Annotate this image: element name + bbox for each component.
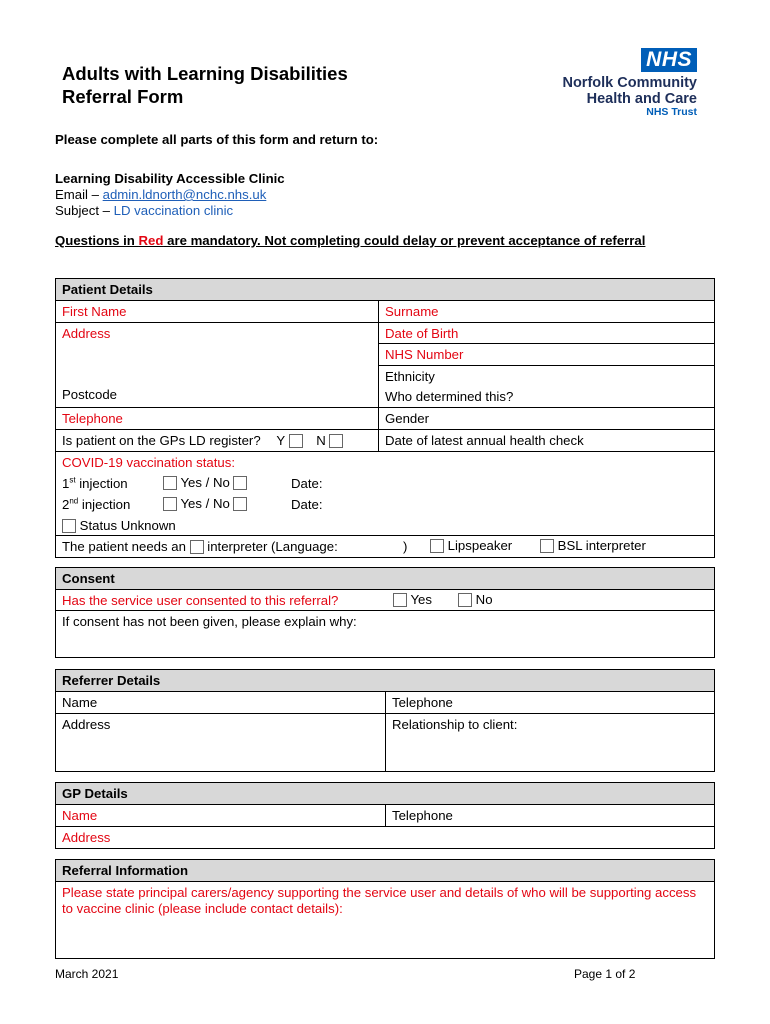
nhs-number-field[interactable]: NHS Number — [379, 344, 715, 366]
email-link[interactable]: admin.ldnorth@nchc.nhs.uk — [102, 187, 267, 202]
nhs-logo-mark: NHS — [641, 48, 697, 72]
ld-register-no-checkbox[interactable] — [329, 434, 343, 448]
status-unknown-checkbox[interactable] — [62, 519, 76, 533]
gp-name-field[interactable]: Name — [56, 805, 386, 827]
clinic-name: Learning Disability Accessible Clinic — [55, 171, 285, 186]
second-injection-row: 2nd injection — [62, 496, 131, 512]
mandatory-notice: Questions in Red are mandatory. Not completing could delay or prevent acceptance of referral — [55, 233, 646, 248]
second-injection-yes-checkbox[interactable] — [163, 497, 177, 511]
telephone-field[interactable]: Telephone — [56, 408, 379, 430]
first-injection-date[interactable]: Date: — [291, 476, 323, 491]
consent-explain-field[interactable]: If consent has not been given, please explain why: — [56, 611, 715, 658]
postcode-label: Postcode — [62, 387, 117, 402]
second-injection-no-checkbox[interactable] — [233, 497, 247, 511]
footer-date: March 2021 — [55, 967, 119, 981]
first-injection-yes-checkbox[interactable] — [163, 476, 177, 490]
instruction: Please complete all parts of this form and return to: — [55, 132, 379, 147]
consent-header: Consent — [56, 568, 715, 590]
nhs-logo — [548, 48, 698, 122]
gp-address-field[interactable]: Address — [56, 827, 715, 849]
referral-header: Referral Information — [56, 860, 715, 882]
gp-telephone-field[interactable]: Telephone — [386, 805, 715, 827]
referrer-name-field[interactable]: Name — [56, 692, 386, 714]
covid-status-section: COVID-19 vaccination status: 1st injection Yes / No Date: 2nd injection Yes / No Date: Status Unknown — [56, 452, 715, 536]
address-field[interactable]: Address Postcode — [56, 323, 379, 408]
email-line: Email – admin.ldnorth@nchc.nhs.uk — [55, 187, 267, 202]
interpreter-checkbox[interactable] — [190, 540, 204, 554]
referrer-relationship-field[interactable]: Relationship to client: — [386, 714, 715, 772]
patient-details-table — [55, 278, 715, 558]
ethnicity-field[interactable]: Ethnicity Who determined this? — [379, 366, 715, 408]
referrer-header: Referrer Details — [56, 670, 715, 692]
consent-yes-checkbox[interactable] — [393, 593, 407, 607]
referral-info-field[interactable]: Please state principal carers/agency supporting the service user and details of who will be supporting access to vaccine clinic (please include contact details): — [56, 882, 715, 959]
gp-table — [55, 782, 715, 849]
ld-register-yes-checkbox[interactable] — [289, 434, 303, 448]
second-injection-date[interactable]: Date: — [291, 497, 323, 512]
org-name: Norfolk Community Health and Care — [562, 75, 697, 107]
lipspeaker-checkbox[interactable] — [430, 539, 444, 553]
health-check-field[interactable]: Date of latest annual health check — [379, 430, 715, 452]
referrer-table — [55, 669, 715, 772]
consent-no-checkbox[interactable] — [458, 593, 472, 607]
page-title: Adults with Learning Disabilities Referral Form — [62, 63, 348, 107]
surname-field[interactable]: Surname — [379, 301, 715, 323]
bsl-checkbox[interactable] — [540, 539, 554, 553]
consent-table — [55, 567, 715, 658]
consent-question-row: Has the service user consented to this referral? Yes No — [56, 590, 715, 611]
first-injection-no-checkbox[interactable] — [233, 476, 247, 490]
referrer-address-field[interactable]: Address — [56, 714, 386, 772]
gp-header: GP Details — [56, 783, 715, 805]
ld-register-row: Is patient on the GPs LD register? Y N — [56, 430, 379, 452]
footer-page-number: Page 1 of 2 — [574, 967, 636, 981]
trust-name: NHS Trust — [646, 106, 697, 118]
gender-field[interactable]: Gender — [379, 408, 715, 430]
referrer-telephone-field[interactable]: Telephone — [386, 692, 715, 714]
dob-field[interactable]: Date of Birth — [379, 323, 715, 344]
subject-line: Subject – LD vaccination clinic — [55, 203, 234, 218]
referral-table — [55, 859, 715, 959]
first-injection-row: 1st injection — [62, 475, 128, 491]
interpreter-row: The patient needs an interpreter (Language: ) Lipspeaker BSL interpreter — [56, 536, 715, 558]
first-name-field[interactable]: First Name — [56, 301, 379, 323]
patient-details-header: Patient Details — [56, 279, 715, 301]
